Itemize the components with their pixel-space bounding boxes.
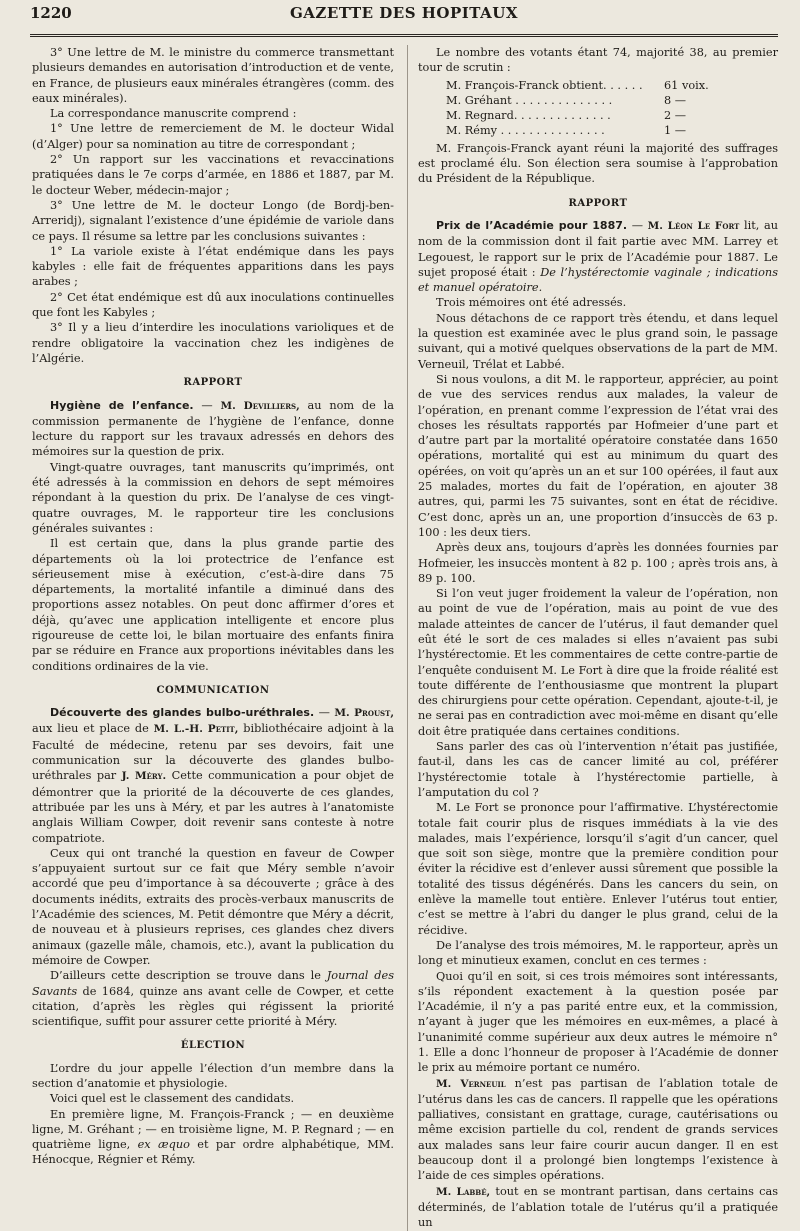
paragraph: D’ailleurs cette description se trouve dans le Journal des Savants de 1684, quinze ans avant celle de Cowper, et cette citation, d’après les règles qui régissent la priorité scientifique, suffit pour assurer cette priorité à Méry. bbox=[32, 969, 395, 1029]
paragraph: 3° Une lettre de M. le ministre du commerce transmettant plusieurs demandes en autorisation d’introduction et de vente, en France, de plusieurs eaux minérales étrangères (comm. des eaux minérales). bbox=[32, 46, 394, 105]
vote-row: M. Regnard. . . . . . . . . . . . . . 2 — bbox=[446, 109, 687, 123]
speaker-name: M. Labbé, bbox=[436, 1185, 491, 1198]
section-title-communication: COMMUNICATION bbox=[156, 684, 270, 696]
paragraph: Vingt-quatre ouvrages, tant manuscrits qu’imprimés, ont été adressés à la commission en dehors de sept mémoires répondant à la question du prix. De l’analyse de ces vingt-quatre ouvrages, M. le rapporteur tire les conclusions générales suivantes : bbox=[32, 460, 394, 535]
paragraph: Prix de l’Académie pour 1887. — M. Léon Le Fort lit, au nom de la commission dont il fait partie avec MM. Larrey et Legouest, le rapport sur le prix de l’Académie pour 1887. Le sujet proposé était : De l’hystérectomie vaginale ; indications et manuel opératoire. bbox=[418, 218, 778, 295]
paragraph: Si l’on veut juger froidement la valeur de l’opération, non au point de vue de l’opération, mais au point de vue des malade atteintes de cancer de l’utérus, il faut demander quel eût été le sort de ces malades si elles n’avaient pas subi l’hystérectomie. Et les commentaires de cette contre-partie de l’enquête conduisent M. Le Fort à dire que la froide réalité est toute différente de l’enthousiasme que montrent la plupart des chirurgiens pour cette opération. Cependant, ajoute-t-il, je ne serai pas en contradiction avec moi-même en disant qu’elle doit être pratiquée dans certaines conditions. bbox=[418, 587, 778, 738]
paragraph: Voici quel est le classement des candidats. bbox=[50, 1092, 295, 1106]
section-heading: Hygiène de l’enfance. bbox=[50, 398, 194, 412]
paragraph: M. François-Franck ayant réuni la majorité des suffrages est proclamé élu. Son élection sera soumise à l’approbation du Président de la République. bbox=[418, 141, 778, 186]
section-title-election: ÉLECTION bbox=[180, 1040, 246, 1052]
vote-row: M. Rémy . . . . . . . . . . . . . . . 1 — bbox=[446, 124, 687, 138]
paragraph: 1° La variole existe à l’état endémique dans les pays kabyles : elle fait de fréquentes apparitions dans les pays arabes ; bbox=[32, 244, 394, 289]
paragraph: 2° Un rapport sur les vaccinations et revaccinations pratiquées dans le 7e corps d’armée, en 1886 et 1887, par M. le docteur Weber, médecin-major ; bbox=[32, 153, 394, 197]
vote-row: M. François-Franck obtient. . . . . . 61 voix. bbox=[446, 78, 709, 92]
paragraph: Quoi qu’il en soit, si ces trois mémoires sont intéressants, s’ils répondent exactement à la question posée par l’Académie, il n’y a pas parité entre eux, et la commission, n’ayant à juger que les mémoires en eux-mêmes, a placé à l’unanimité comme supérieur aux deux autres le mémoire n° 1. Elle a donc l’honneur de proposer à l’Académie de donner le prix au mémoire portant ce numéro. bbox=[418, 969, 778, 1075]
journal-title: Journal des Savants bbox=[32, 969, 395, 998]
page-number: 1220 bbox=[30, 4, 72, 22]
paragraph: M. Verneuil n’est pas partisan de l’ablation totale de l’utérus dans les cas de cancers. Il rappelle que les opérations palliatives, consistant en grattage, curage, cautérisations ou même excision partielle du col, rendent de grands services aux malades sans leur faire courir aucun danger. Il en est beaucoup dont il a prolongé bien longtemps l’existence à l’aide de ces simples opérations. bbox=[418, 1076, 778, 1183]
paragraph: Si nous voulons, a dit M. le rapporteur, apprécier, au point de vue des services rendus aux malades, la valeur de l’opération, en prenant comme l’expression de l’état vrai des choses les résultats rapportés par Hofmeier d’une part et d’autre part par la mortalité opératoire constatée dans 1650 opérations, mortalité qui est au minimum du quart des opérées, on voit qu’après un an et sur 100 opérées, il faut aux 25 malades, mortes du fait de l’opération, en ajouter 38 autres, qui, parmi les 75 suivantes, sont en état de récidive. C’est donc, après un an, une proportion d’insuccès de 63 p. 100 : les deux tiers. bbox=[418, 372, 778, 539]
text-columns bbox=[30, 45, 778, 1231]
speaker-name: M. Verneuil bbox=[436, 1077, 506, 1090]
left-column bbox=[30, 45, 394, 1231]
paragraph: Ceux qui ont tranché la question en faveur de Cowper s’appuyaient surtout sur ce fait que Méry semble n’avoir accordé que peu d’importance à sa découverte ; grâce à des documents inédits, extraits des procès-verbaux manuscrits de l’Académie des sciences, M. Petit démontre que Méry a décrit, de nouveau et à plusieurs reprises, ces glandes chez divers animaux (gazelle mâle, chamois, etc.), avant la publication du mémoire de Cowper. bbox=[32, 846, 394, 967]
vote-row: M. Gréhant . . . . . . . . . . . . . . 8 — bbox=[446, 93, 687, 107]
paragraph: La correspondance manuscrite comprend : bbox=[50, 107, 297, 121]
vote-results bbox=[446, 78, 726, 139]
page-header bbox=[30, 0, 778, 37]
paragraph: De l’analyse des trois mémoires, M. le rapporteur, après un long et minutieux examen, conclut en ces termes : bbox=[418, 938, 778, 968]
paragraph: Sans parler des cas où l’intervention n’était pas justifiée, faut-il, dans les cas de cancer limité au col, préférer l’hystérectomie totale à l’hystérectomie partielle, à l’amputation du col ? bbox=[418, 740, 778, 799]
speaker-name: M. Devilliers, bbox=[220, 399, 300, 412]
paragraph: M. Labbé, tout en se montrant partisan, dans certains cas déterminés, de l’ablation totale de l’utérus qu’il a pratiquée un bbox=[418, 1184, 778, 1230]
section-title-rapport: RAPPORT bbox=[568, 197, 628, 209]
speaker-name: M. Léon Le Fort bbox=[647, 219, 740, 232]
paragraph: Le nombre des votants étant 74, majorité 38, au premier tour de scrutin : bbox=[418, 46, 778, 75]
paragraph: 3° Une lettre de M. le docteur Longo (de Bordj-ben-Arreridj), signalant l’existence d’une épidémie de variole dans ce pays. Il résume sa lettre par les conclusions suivantes : bbox=[32, 198, 394, 243]
speaker-name: M. Proust, bbox=[334, 707, 394, 720]
paragraph: L’ordre du jour appelle l’élection d’un membre dans la section d’anatomie et physiologie. bbox=[32, 1061, 394, 1090]
paragraph: Nous détachons de ce rapport très étendu, et dans lequel la question est examinée avec le plus grand soin, le passage suivant, qui a motivé quelques observations de la part de MM. Verneuil, Trélat et Labbé. bbox=[418, 311, 778, 371]
speaker-name: J. Méry. bbox=[121, 770, 167, 783]
paragraph: 3° Il y a lieu d’interdire les inoculations varioliques et de rendre obligatoire la vaccination chez les indigènes de l’Algérie. bbox=[32, 321, 394, 365]
paragraph: Il est certain que, dans la plus grande partie des départements où la loi protectrice de l’enfance est sérieusement mise à exécution, c’est-à-dire dans 75 départements, la mortalité infantile a diminué dans des proportions assez notables. On peut donc affirmer d’ores et déjà, qu’avec une application intelligente et encore plus rigoureuse de cette loi, le bilan mortuaire des enfants finira par se réduire en France aux proportions inévitables dans les conditions ordinaires de la vie. bbox=[32, 537, 394, 673]
paragraph: En première ligne, M. François-Franck ; — en deuxième ligne, M. Gréhant ; — en troisième ligne, M. P. Regnard ; — en quatrième ligne, ex æquo et par ordre alphabétique, MM. Hénocque, Régnier et Rémy. bbox=[32, 1107, 394, 1167]
running-title: GAZETTE DES HOPITAUX bbox=[289, 4, 518, 22]
speaker-name: M. L.-H. Petit, bbox=[153, 723, 239, 736]
paragraph: 1° Une lettre de remerciement de M. le docteur Widal (d’Alger) pour sa nomination au titre de correspondant ; bbox=[32, 122, 394, 151]
paragraph: M. Le Fort se prononce pour l’affirmative. L’hystérectomie totale fait courir plus de risques immédiats à la vie des malades, mais l’expérience, lorsqu’il s’agit d’un cancer, quel que soit son siège, montre que la première condition pour éviter la récidive est d’enlever aussi sûrement que possible la totalité des tissus dégénérés. Dans les cancers du sein, on enlève la mamelle tout entière. Enlever l’utérus tout entier, c’est se mettre à l’abri du danger le plus grand, celui de la récidive. bbox=[418, 801, 778, 937]
paragraph: Découverte des glandes bulbo-uréthrales. — M. Proust, aux lieu et place de M. L.-H. Petit, bibliothécaire adjoint à la Faculté de médecine, retenu par ses devoirs, fait une communication sur la découverte des glandes bulbo-uréthrales par J. Méry. Cette communication a pour objet de démontrer que la priorité de la découverte de ces glandes, attribuée par les uns à Méry, et par les autres à l’anatomiste anglais William Cowper, doit revenir sans conteste à notre compatriote. bbox=[32, 706, 395, 845]
right-column bbox=[407, 45, 778, 1231]
paragraph: Après deux ans, toujours d’après les données fournies par Hofmeier, les insuccès montent à 82 p. 100 ; après trois ans, à 89 p. 100. bbox=[418, 541, 778, 585]
section-heading: Prix de l’Académie pour 1887. bbox=[436, 218, 628, 232]
section-heading: Découverte des glandes bulbo-uréthrales. bbox=[50, 706, 315, 720]
section-title-rapport: RAPPORT bbox=[183, 377, 243, 389]
paragraph: Hygiène de l’enfance. — M. Devilliers, au nom de la commission permanente de l’hygiène de l’enfance, donne lecture du rapport sur les travaux adressés en dehors des mémoires sur la question de prix. bbox=[32, 398, 394, 459]
paragraph: Trois mémoires ont été adressés. bbox=[436, 296, 627, 310]
paragraph: 2° Cet état endémique est dû aux inoculations continuelles que font les Kabyles ; bbox=[32, 290, 394, 320]
